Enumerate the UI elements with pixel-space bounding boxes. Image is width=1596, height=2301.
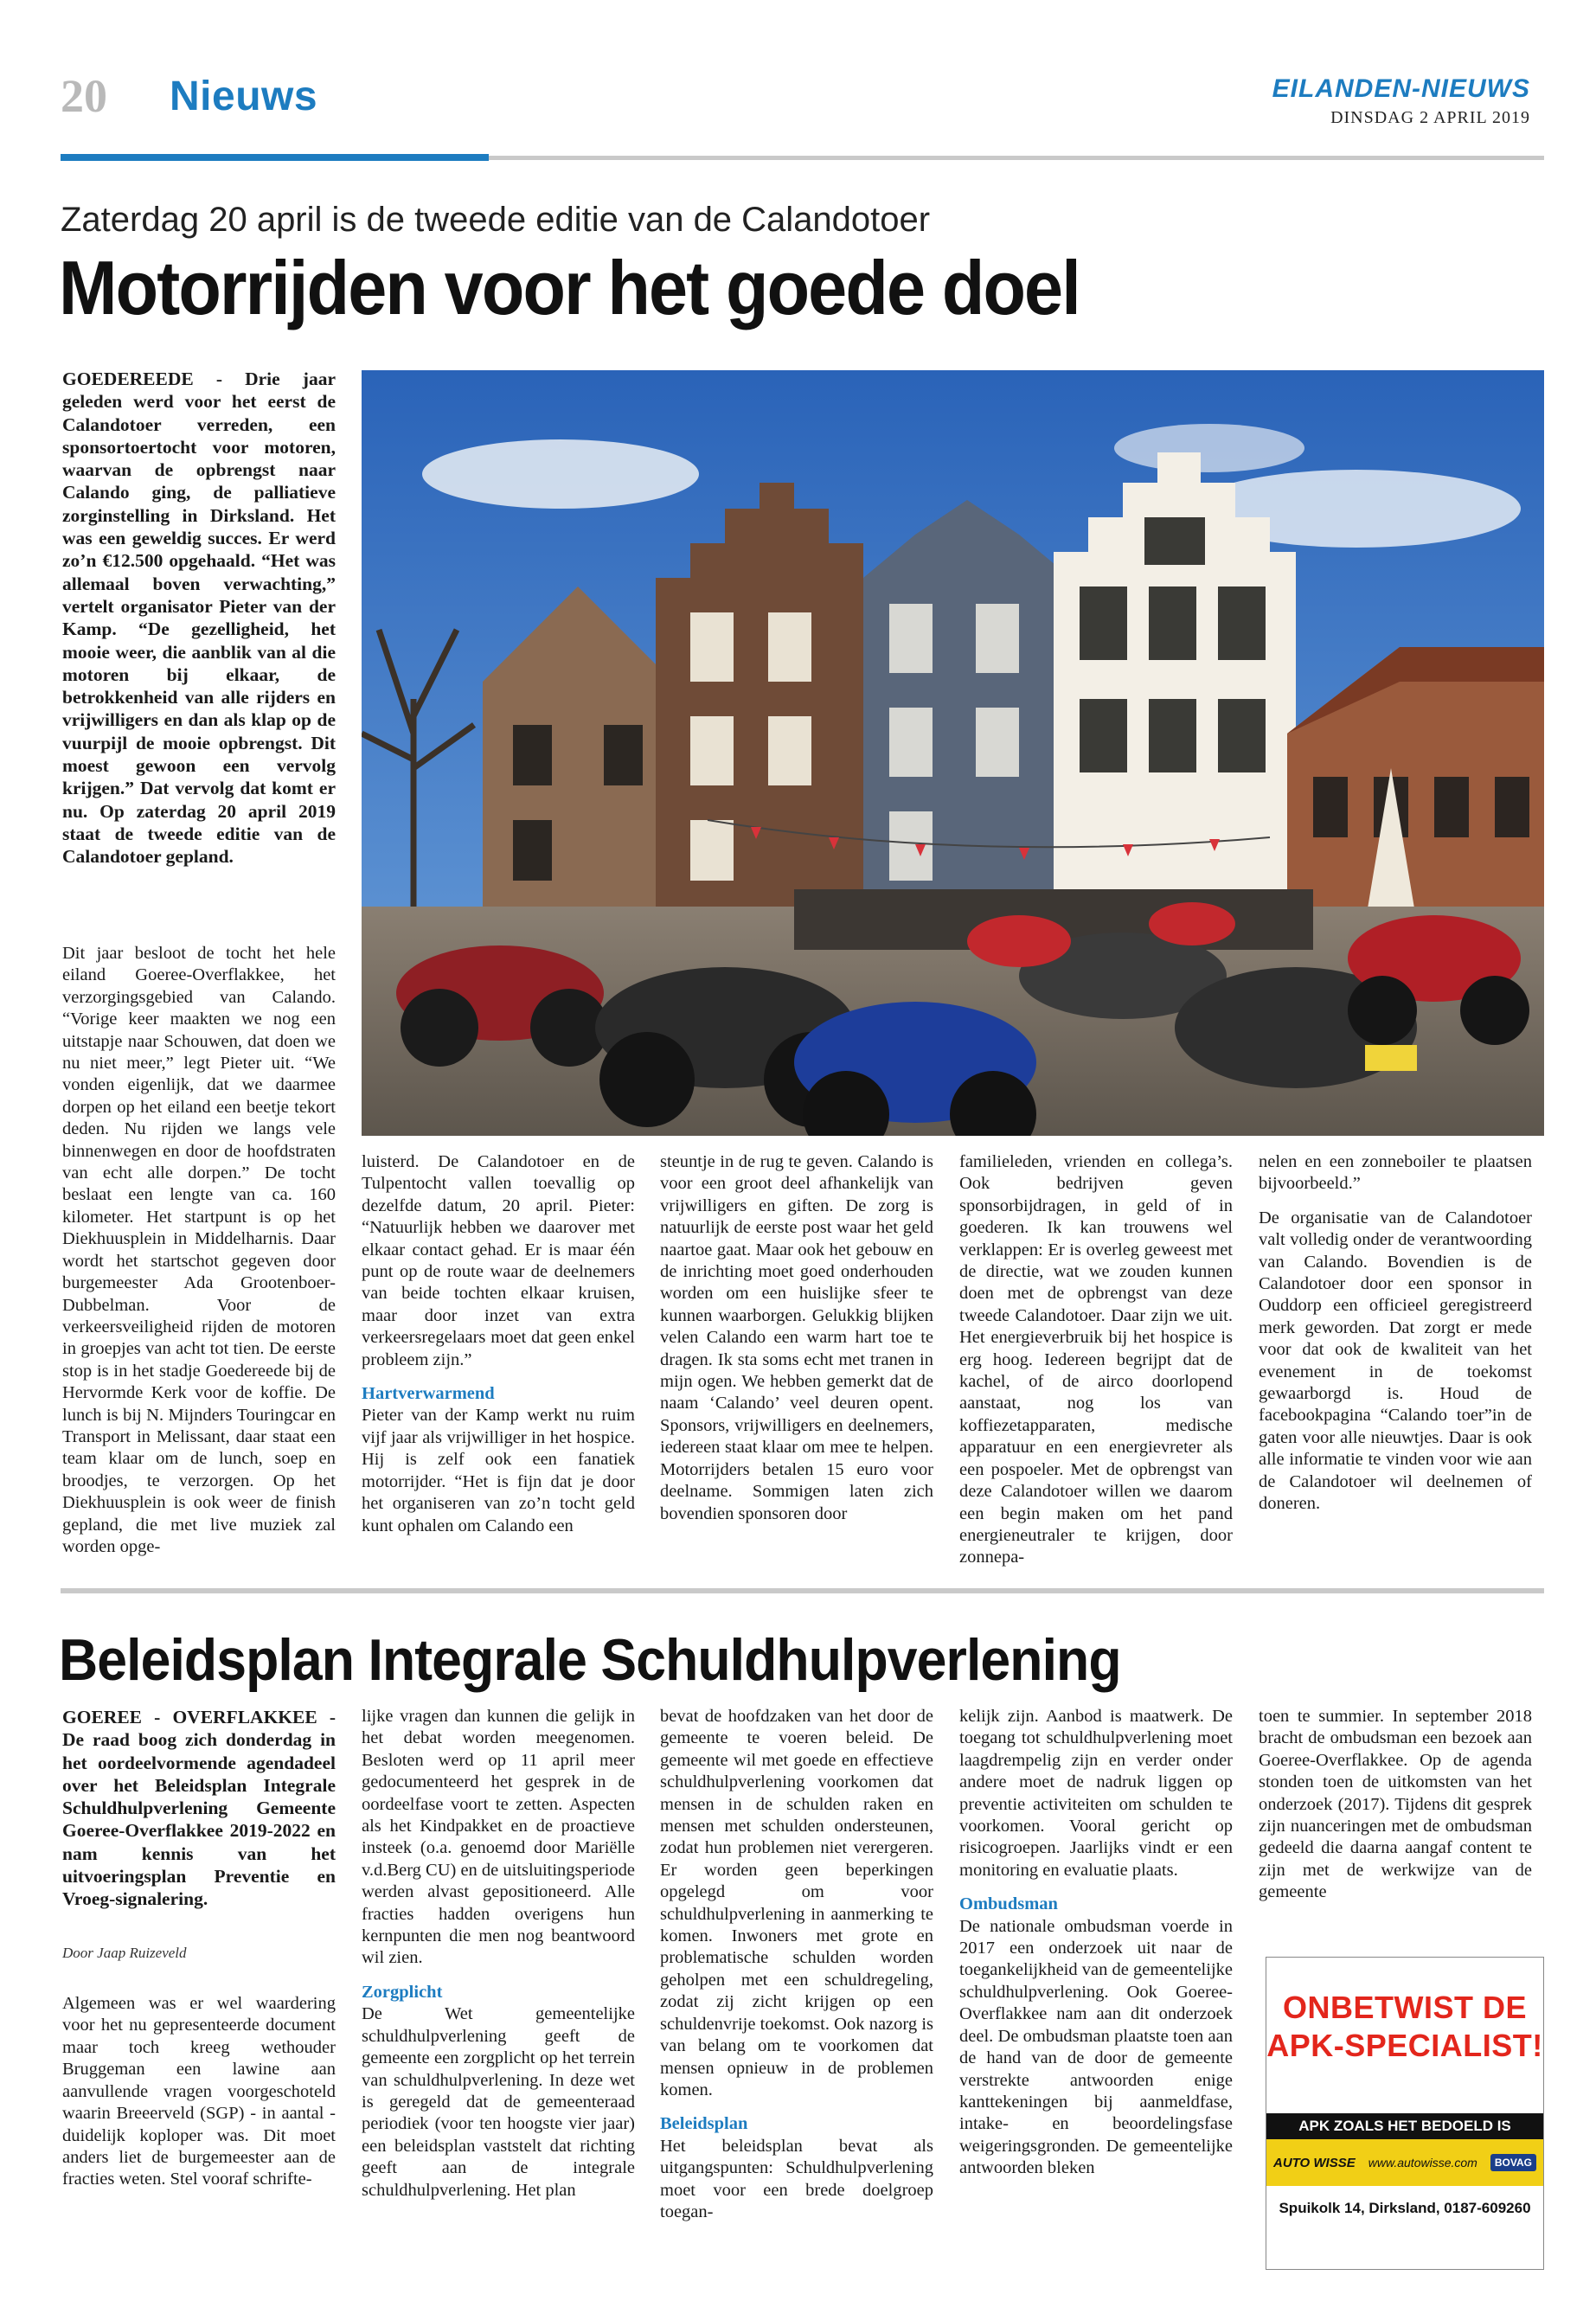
article-paragraph: De organisatie van de Calandotoer valt volledig onder de verantwoording van Calando. Bovendien is de Calandotoer door een sponsor in Ouddorp een officieel geregistreerd merk geworden. Dat zorgt er mede voor dat ook de kwaliteit van het evenement in de toekomst gewaarborgd is. Houd de facebookpagina “Calando toer”in de gaten voor alle nieuwtjes. Daar is ook alle informatie te vinden voor wie aan de Calandotoer wil deelnemen of doneren. — [1259, 1208, 1532, 1514]
subheading-hartverwarmend: Hartverwarmend — [362, 1384, 495, 1404]
article-paragraph: Dit jaar besloot de tocht het hele eiland Goeree-Overflakkee, het verzorgingsgebied van Calando. “Vorige keer maakten we nog een uitstapje naar Schouwen, dat doen we nu niet meer,” legt Pieter uit. “We vonden eigenlijk, dat we daarmee dorpen op het eiland een beetje tekort deden. Nu rijden we langs vele binnenwegen en door de hoofdstraten van echt alle dorpen.” De tocht beslaat een lengte van ca. 160 kilometer. Het startpunt is op het Diekhuusplein in Middelharnis. Daar wordt het startschot gegeven door burgemeester Ada Grootenboer-Dubbelman. Voor de verkeersveiligheid rijden de motoren in groepjes van acht tot tien. De eerste stop is in het stadje Goedereede bij de Hervormde Kerk voor de koffie. De lunch is bij N. Mijnders Touringcar en Transport in Melissant, daar staat een team klaar om de lunch, soep en broodjes, te verzorgen. Op het Diekhuusplein is ook weer de finish gepland, die met live muziek zal worden opge- — [62, 944, 336, 1556]
page-number: 20 — [61, 70, 107, 122]
article-headline: Beleidsplan Integrale Schuldhulpverlening — [59, 1627, 1121, 1693]
article-headline: Motorrijden voor het goede doel — [59, 245, 1080, 330]
article-column-4 — [959, 1151, 1233, 1569]
article2-column-3 — [660, 1706, 933, 2223]
article-paragraph: De nationale ombudsman voerde in 2017 een onderzoek uit naar de toegankelijkheid van de gemeentelijke schuldhulpverlening. Ook Goeree-Overflakkee nam aan dit onderzoek deel. De ombudsman plaatste toen aan de hand van de door de gemeente verstrekte antwoorden enige kanttekeningen bij aanmeldfase, intake- en beoordelingsfase weigeringsgronden. De gemeentelijke antwoorden bleken — [959, 1916, 1233, 2178]
article-lead: GOEREE - OVERFLAKKEE - De raad boog zich donderdag in het oordeelvormende agendadeel over het Beleidsplan Integrale Schuldhulpverlening Gemeente Goeree-Overflakkee 2019-2022 en nam kennis van het uitvoeringsplan Preventie en Vroeg-signalering. — [62, 1707, 336, 1910]
article-paragraph: bevat de hoofdzaken van het door de gemeente te voeren beleid. De gemeente wil met goede en effectieve schuldhulpverlening voorkomen dat mensen in de schulden raken en mensen met schulden ondersteunen, zodat hun problemen niet verergeren. Er worden geen beperkingen opgelegd om voor schuldhulpverlening in aanmerking te komen. Inwoners met grote en problematische schulden worden geholpen met een schuldregeling, zodat zij zicht krijgen op een schuldenvrije toekomst. Ook nazorg is van belang om te voorkomen dat mensen opnieuw in de problemen komen. — [660, 1707, 933, 2099]
article-paragraph: Algemeen was er wel waardering voor het nu gepresenteerde document maar toch kreeg wethouder Bruggeman een lawine aan aanvullende vragen voorgeschoteld waarin Breeerveld (SGP) - in aantal - duidelijk koploper was. Dit moet anders liet de burgemeester aan de fracties weten. Stel vooraf schrifte- — [62, 1994, 336, 2189]
article-paragraph: familieleden, vrienden en collega’s. Ook bedrijven geven sponsorbijdragen, in geld of in goederen. Ik kan trouwens wel verklappen: Er is overleg geweest met de directie, wat we zouden kunnen doen met de opbrengst van deze tweede Calandotoer. Daar zijn we uit. Het energieverbruik bij het hospice is erg hoog. Iedereen begrijpt dat de kachel, of de airco doorlopend aanstaat, nog los van koffiezetapparaten, medische apparatuur en een energievreter als een pospoeler. Met de opbrengst van deze Calandotoer willen we daarom een begin maken om het pand energieneutraler te krijgen, door zonnepa- — [959, 1152, 1233, 1567]
bovag-badge: BOVAG — [1490, 2154, 1536, 2171]
article-column-3 — [660, 1151, 933, 1525]
article-paragraph: Het beleidsplan bevat als uitgangspunten: Schuldhulpverlening moet voor een brede doelgroep toegan- — [660, 2136, 933, 2221]
ad-banner: APK ZOALS HET BEDOELD IS — [1266, 2113, 1543, 2139]
ad-address: Spuikolk 14, Dirksland, 0187-609260 — [1279, 2200, 1531, 2216]
article-kicker: Zaterdag 20 april is de tweede editie van de Calandotoer — [61, 201, 931, 239]
article-column-2 — [362, 1151, 635, 1537]
article-column-1 — [62, 943, 336, 1558]
article-paragraph: De Wet gemeentelijke schuldhulpverlening geeft de gemeente een zorgplicht op het terrein van schuldhulpverlening. In deze wet is geregeld dat de gemeenteraad periodiek (voor ten hoogste vier jaar) een beleidsplan vaststelt dat richting geeft aan de integrale schuldhulpverlening. Het plan — [362, 2004, 635, 2200]
article2-column-5 — [1259, 1706, 1532, 1904]
article-column-5 — [1259, 1151, 1532, 1516]
article-paragraph: luisterd. De Calandotoer en de Tulpentocht vallen toevallig op dezelfde datum, 20 april. Pieter: “Natuurlijk hebben we daarover met elkaar contact gehad. Er is maar één punt op de route waar de deelnemers van beide tochten elkaar kruisen, maar door inzet van extra verkeersregelaars moet dat geen enkel probleem zijn.” — [362, 1152, 635, 1369]
article2-column-4 — [959, 1706, 1233, 2180]
masthead-logo: EILANDEN-NIEUWS — [1272, 74, 1530, 103]
article2-column-1 — [62, 1706, 336, 2191]
ad-url[interactable]: www.autowisse.com — [1368, 2156, 1477, 2170]
article-paragraph: lijke vragen dan kunnen die gelijk in het debat worden meegenomen. Besloten werd op 11 april meer gedocumenteerd het gesprek in de oordeelfase voort te zetten. Aspecten als het Kindpakket en de proactieve insteek (o.a. genoemd door Mariëlle v.d.Berg CU) en de uitsluitingsperiode werden alvast gepositioneerd. Alle fracties hadden overigens hun kernpunten die men nog beantwoord wil zien. — [362, 1707, 635, 1968]
header-rule-accent — [61, 154, 489, 161]
article-paragraph: steuntje in de rug te geven. Calando is voor een groot deel afhankelijk van vrijwilligers en giften. De zorg is natuurlijk de eerste post waar het geld naartoe gaat. Maar ook het gebouw en de inrichting moet goed onderhouden worden om een huislijke sfeer te kunnen waarborgen. Gelukkig blijken velen Calando een warm hart toe te dragen. Ik sta soms echt met tranen in mijn ogen. We hebben gemerkt dat de naam ‘Calando’ veel deuren opent. Sponsors, vrijwilligers en deelnemers, iedereen staat klaar om mee te helpen. Motorrijders betalen 15 euro voor deelname. Sommigen laten zich bovendien sponsoren door — [660, 1152, 933, 1523]
article-paragraph: kelijk zijn. Aanbod is maatwerk. De toegang tot schuldhulpverlening moet laagdrempelig zijn en verder onder andere moet de nadruk liggen op preventie activiteiten om schulden te voorkomen. Vooral gericht op risicogroepen. Jaarlijks vindt er een monitoring en evaluatie plaats. — [959, 1707, 1233, 1880]
ad-brand-strip — [1266, 2139, 1543, 2186]
article-paragraph: nelen en een zonneboiler te plaatsen bijvoorbeeld.” — [1259, 1152, 1532, 1194]
section-title: Nieuws — [170, 74, 318, 119]
ad-brand: AUTO WISSE — [1273, 2155, 1356, 2170]
subheading-zorgplicht: Zorgplicht — [362, 1982, 443, 2002]
article-paragraph: Pieter van der Kamp werkt nu ruim vijf jaar als vrijwilliger in het hospice. Hij is zelf ook een fanatiek motorrijder. “Het is fijn dat je door het organiseren van zo’n tocht geld kunt ophalen om Calando een — [362, 1406, 635, 1535]
byline: Door Jaap Ruizeveld — [62, 1944, 187, 1961]
ad-headline-2: APK-SPECIALIST! — [1266, 2028, 1543, 2063]
header-rule — [489, 156, 1544, 160]
article2-column-2 — [362, 1706, 635, 2202]
issue-date: DINSDAG 2 APRIL 2019 — [1330, 108, 1530, 127]
subheading-ombudsman: Ombudsman — [959, 1894, 1058, 1914]
article-separator — [61, 1588, 1544, 1593]
advertisement[interactable] — [1266, 1957, 1544, 2270]
article-photo — [362, 370, 1544, 1136]
article-paragraph: toen te summier. In september 2018 bracht de ombudsman een bezoek aan Goeree-Overflakkee. Op de agenda stonden toen de uitkomsten van het onderzoek (2017). Tijdens dit gesprek zijn nuanceringen met de ombudsman gedeeld die daarna aangaf content te zijn met de werkwijze van de gemeente — [1259, 1707, 1532, 1902]
article-lead: GOEDEREEDE - Drie jaar geleden werd voor het eerst de Calandotoer verreden, een sponsortoertocht voor motoren, waarvan de opbrengst naar Calando ging, de palliatieve zorginstelling in Dirksland. Het was een geweldig succes. Er werd zo’n €12.500 opgehaald. “Het was allemaal boven verwachting,” vertelt organisator Pieter van der Kamp. “De gezelligheid, het mooie weer, die aanblik van al die motoren bij elkaar, de betrokkenheid van alle rijders en vrijwilligers en dan als klap op de vuurpijl de mooie opbrengst. Dit moest gewoon een vervolg krijgen.” Dat vervolg dat komt er nu. Op zaterdag 20 april 2019 staat de tweede editie van de Calandotoer gepland. — [62, 369, 336, 868]
ad-headline-1: ONBETWIST DE — [1283, 1990, 1527, 2025]
subheading-beleidsplan: Beleidsplan — [660, 2114, 748, 2134]
